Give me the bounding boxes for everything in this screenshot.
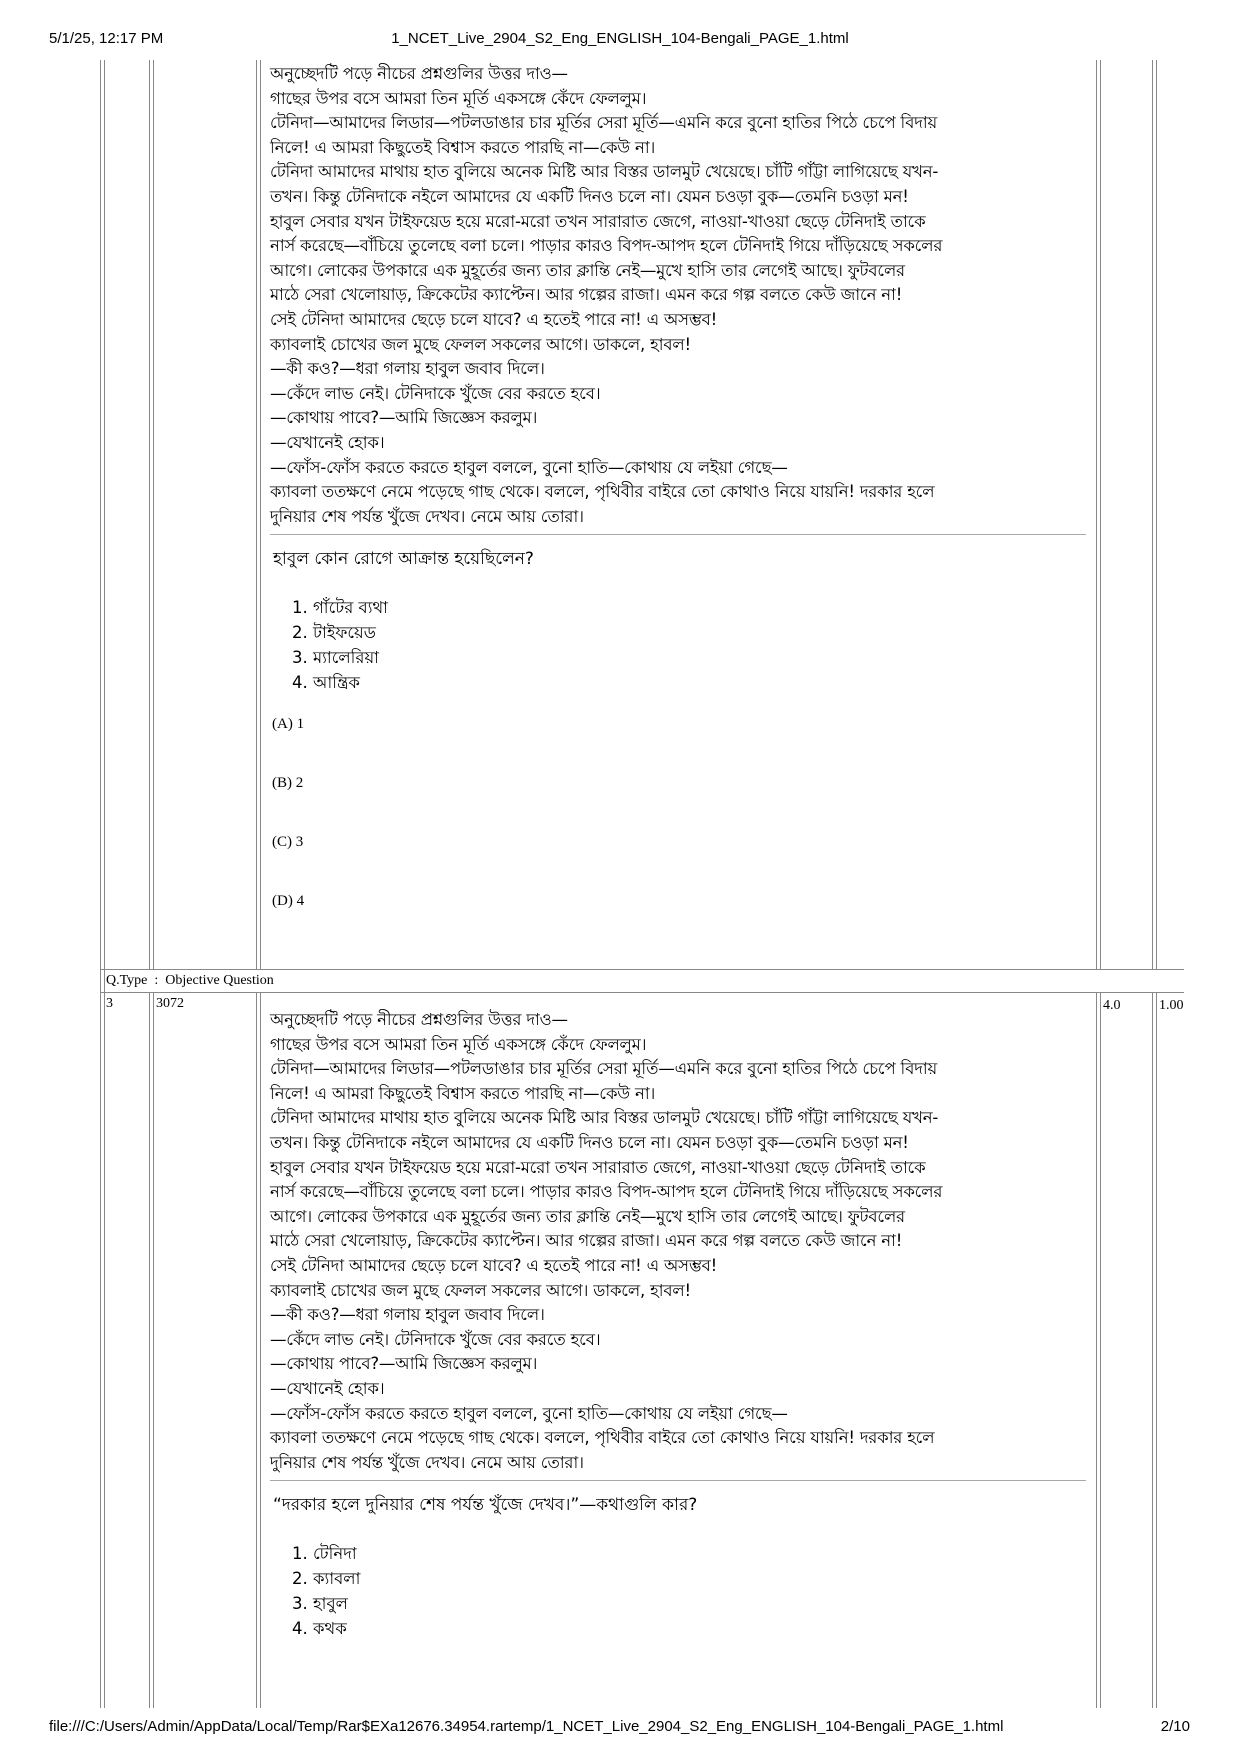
passage-line: গাছের উপর বসে আমরা তিন মূর্তি একসঙ্গে কেঁদে ফেললুম। (270, 88, 647, 108)
passage-line: —কী কও?—ধরা গলায় হাবুল জবাব দিলে। (270, 1305, 545, 1325)
option-item: 3. হাবুল (292, 1594, 348, 1614)
passage-line: হাবুল সেবার যখন টাইফয়েড হয়ে মরো-মরো তখন সারারাত জেগে, নাওয়া-খাওয়া ছেড়ে টেনিদাই তাকে (270, 1157, 926, 1177)
option-item: 1. গাঁটের ব্যথা (292, 598, 388, 618)
passage (270, 1008, 1086, 1475)
option-list (292, 595, 1086, 695)
divider (270, 534, 1086, 535)
passage-line: —কোথায় পাবে?—আমি জিজ্ঞেস করলুম। (270, 1354, 538, 1374)
question-text: “দরকার হলে দুনিয়ার শেষ পর্যন্ত খুঁজে দেখব।”—কথাগুলি কার? (273, 1495, 698, 1516)
page-number: 2/10 (1160, 1718, 1190, 1735)
passage-line: নার্স করেছে—বাঁচিয়ে তুলেছে বলা চলে। পাড়ার কারও বিপদ-আপদ হলে টেনিদাই গিয়ে দাঁড়িয়েছে সকলের (270, 1182, 943, 1202)
answer-choice-d: (D) 4 (272, 893, 305, 910)
document-title: 1_NCET_Live_2904_S2_Eng_ENGLISH_104-Bengali_PAGE_1.html (391, 30, 849, 47)
divider (270, 1480, 1086, 1481)
passage-line: নিলে! এ আমরা কিছুতেই বিশ্বাস করতে পারছি না—কেউ না। (270, 137, 656, 157)
passage-line: —ফোঁস-ফোঁস করতে করতে হাবুল বললে, বুনো হাতি—কোথায় যে লইয়া গেছে— (270, 1403, 788, 1423)
passage-line: দুনিয়ার শেষ পর্যন্ত খুঁজে দেখব। নেমে আয় তোরা। (270, 1452, 584, 1472)
print-datetime: 5/1/25, 12:17 PM (49, 30, 164, 47)
passage-line: টেনিদা—আমাদের লিডার—পটলডাঙার চার মূর্তির সেরা মূর্তি—এমনি করে বুনো হাতির পিঠে চেপে বিদায় (270, 113, 937, 133)
passage-line: টেনিদা আমাদের মাথায় হাত বুলিয়ে অনেক মিষ্টি আর বিস্তর ডালমুট খেয়েছে। চাঁটি গাঁট্টা লাগিয়েছে যখন- (270, 1108, 939, 1128)
passage-line: আগে। লোকের উপকারে এক মুহূর্তের জন্য তার ক্লান্তি নেই—মুখে হাসি তার লেগেই আছে। ফুটবলের (270, 260, 905, 280)
answer-choice-b: (B) 2 (272, 775, 304, 792)
passage-line: টেনিদা—আমাদের লিডার—পটলডাঙার চার মূর্তির সেরা মূর্তি—এমনি করে বুনো হাতির পিঠে চেপে বিদায় (270, 1059, 937, 1079)
passage-line: তখন। কিন্তু টেনিদাকে নইলে আমাদের যে একটি দিনও চলে না। যেমন চওড়া বুক—তেমনি চওড়া মন! (270, 186, 909, 206)
passage-line: মাঠে সেরা খেলোয়াড়, ক্রিকেটের ক্যাপ্টেন। আর গল্পের রাজা। এমন করে গল্প বলতে কেউ জানে না! (270, 1231, 903, 1251)
passage-line: —ফোঁস-ফোঁস করতে করতে হাবুল বললে, বুনো হাতি—কোথায় যে লইয়া গেছে— (270, 457, 788, 477)
answer-choice-c: (C) 3 (272, 834, 304, 851)
passage-line: ক্যাবলা ততক্ষণে নেমে পড়েছে গাছ থেকে। বললে, পৃথিবীর বাইরে তো কোথাও নিয়ে যায়নি! দরকার হলে (270, 1428, 935, 1448)
passage-line: টেনিদা আমাদের মাথায় হাত বুলিয়ে অনেক মিষ্টি আর বিস্তর ডালমুট খেয়েছে। চাঁটি গাঁট্টা লাগিয়েছে যখন- (270, 162, 939, 182)
passage-line: অনুচ্ছেদটি পড়ে নীচের প্রশ্নগুলির উত্তর দাও— (270, 1010, 568, 1029)
question-block-2 (270, 1008, 1086, 1641)
question-block-1 (270, 62, 1086, 910)
option-item: 2. ক্যাবলা (292, 1569, 361, 1589)
passage-line: নার্স করেছে—বাঁচিয়ে তুলেছে বলা চলে। পাড়ার কারও বিপদ-আপদ হলে টেনিদাই গিয়ে দাঁড়িয়েছে সকলের (270, 236, 943, 256)
question-id: 3072 (156, 996, 184, 1011)
question-marks: 4.0 (1103, 998, 1121, 1013)
question-serial: 3 (106, 996, 113, 1011)
passage-line: অনুচ্ছেদটি পড়ে নীচের প্রশ্নগুলির উত্তর দাও— (270, 64, 568, 83)
option-item: 1. টেনিদা (292, 1544, 357, 1564)
passage-line: —যেখানেই হোক। (270, 1378, 385, 1398)
option-item: 4. কথক (292, 1619, 347, 1639)
passage-line: ক্যাবলাই চোখের জল মুছে ফেলল সকলের আগে। ডাকলে, হাবল! (270, 1280, 691, 1300)
option-item: 3. ম্যালেরিয়া (292, 648, 379, 668)
passage-line: হাবুল সেবার যখন টাইফয়েড হয়ে মরো-মরো তখন সারারাত জেগে, নাওয়া-খাওয়া ছেড়ে টেনিদাই তাকে (270, 211, 926, 231)
passage-line: আগে। লোকের উপকারে এক মুহূর্তের জন্য তার ক্লান্তি নেই—মুখে হাসি তার লেগেই আছে। ফুটবলের (270, 1206, 905, 1226)
passage-line: গাছের উপর বসে আমরা তিন মূর্তি একসঙ্গে কেঁদে ফেললুম। (270, 1034, 647, 1054)
passage-line: তখন। কিন্তু টেনিদাকে নইলে আমাদের যে একটি দিনও চলে না। যেমন চওড়া বুক—তেমনি চওড়া মন! (270, 1132, 909, 1152)
passage (270, 62, 1086, 529)
option-item: 4. আন্ত্রিক (292, 673, 360, 693)
option-item: 2. টাইফয়েড (292, 623, 376, 643)
passage-line: সেই টেনিদা আমাদের ছেড়ে চলে যাবে? এ হতেই পারে না! এ অসম্ভব! (270, 1255, 718, 1275)
passage-line: —কেঁদে লাভ নেই। টেনিদাকে খুঁজে বের করতে হবে। (270, 1329, 601, 1349)
answer-choice-a: (A) 1 (272, 716, 305, 733)
question-text: হাবুল কোন রোগে আক্রান্ত হয়েছিলেন? (273, 549, 534, 570)
passage-line: দুনিয়ার শেষ পর্যন্ত খুঁজে দেখব। নেমে আয় তোরা। (270, 506, 584, 526)
passage-line: —কোথায় পাবে?—আমি জিজ্ঞেস করলুম। (270, 408, 538, 428)
passage-line: ক্যাবলাই চোখের জল মুছে ফেলল সকলের আগে। ডাকলে, হাবল! (270, 334, 691, 354)
passage-line: নিলে! এ আমরা কিছুতেই বিশ্বাস করতে পারছি না—কেউ না। (270, 1083, 656, 1103)
file-path: file:///C:/Users/Admin/AppData/Local/Temp/Rar$EXa12676.34954.rartemp/1_NCET_Live_2904_S2_Eng_ENGLISH_104-Bengali_PAGE_1.html (49, 1718, 1004, 1735)
passage-line: সেই টেনিদা আমাদের ছেড়ে চলে যাবে? এ হতেই পারে না! এ অসম্ভব! (270, 309, 718, 329)
passage-line: —কী কও?—ধরা গলায় হাবুল জবাব দিলে। (270, 359, 545, 379)
passage-line: —যেখানেই হোক। (270, 432, 385, 452)
passage-line: —কেঁদে লাভ নেই। টেনিদাকে খুঁজে বের করতে হবে। (270, 383, 601, 403)
passage-line: ক্যাবলা ততক্ষণে নেমে পড়েছে গাছ থেকে। বললে, পৃথিবীর বাইরে তো কোথাও নিয়ে যায়নি! দরকার হলে (270, 482, 935, 502)
question-negative-marks: 1.00 (1159, 998, 1184, 1013)
passage-line: মাঠে সেরা খেলোয়াড়, ক্রিকেটের ক্যাপ্টেন। আর গল্পের রাজা। এমন করে গল্প বলতে কেউ জানে না! (270, 285, 903, 305)
option-list (292, 1541, 1086, 1641)
question-type-label: Q.Type : Objective Question (106, 973, 274, 988)
